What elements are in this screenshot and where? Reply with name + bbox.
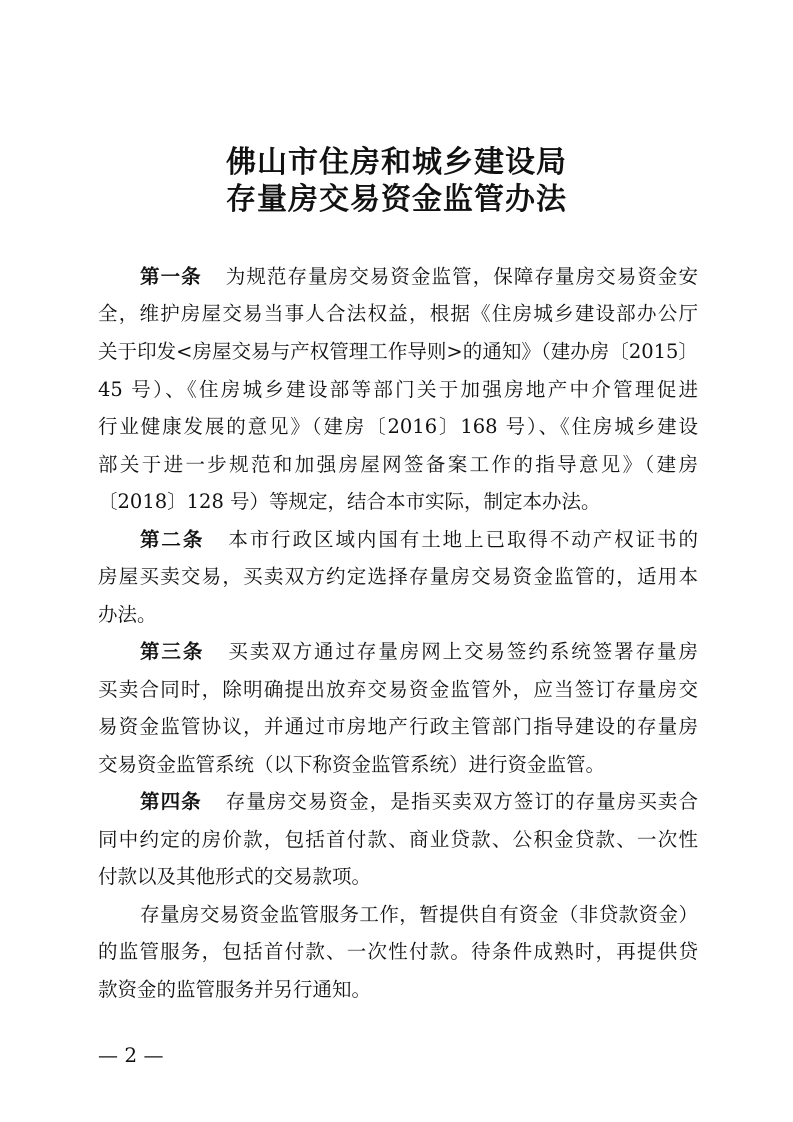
paragraph-line: 办法。 [98,603,157,626]
document-title-line1: 佛山市住房和城乡建设局 [226,145,567,180]
page-number: — 2 — [98,1043,164,1067]
paragraph-line: 第三条 买卖双方通过存量房网上交易签约系统签署存量房 [140,640,698,663]
article-heading: 第一条 [140,265,202,288]
paragraph-line: 付款以及其他形式的交易款项。 [98,865,372,888]
article-heading: 第二条 [140,528,205,551]
paragraph-line: 部关于进一步规范和加强房屋网签备案工作的指导意见》（建房 [98,453,698,476]
paragraph-line: 存量房交易资金监管服务工作，暂提供自有资金（非贷款资金） [140,903,698,926]
paragraph-line: 易资金监管协议，并通过市房地产行政主管部门指导建设的存量房 [98,715,698,738]
paragraph-line: 交易资金监管系统（以下称资金监管系统）进行资金监管。 [98,753,606,776]
paragraph-line: 行业健康发展的意见》（建房〔2016〕168 号）、《住房城乡建设 [98,415,698,438]
article-heading: 第三条 [140,640,205,663]
paragraph-line: 第一条 为规范存量房交易资金监管，保障存量房交易资金安 [140,265,698,288]
paragraph-line: 同中约定的房价款，包括首付款、商业贷款、公积金贷款、一次性 [98,828,698,851]
paragraph-line: 第二条 本市行政区域内国有土地上已取得不动产权证书的 [140,528,698,551]
paragraph-line: 全，维护房屋交易当事人合法权益，根据《住房城乡建设部办公厅 [98,302,698,325]
paragraph-line: 关于印发<房屋交易与产权管理工作导则>的通知》（建办房〔2015〕 [98,340,698,363]
paragraph-line: 〔2018〕128 号）等规定，结合本市实际，制定本办法。 [98,490,601,513]
paragraph-line: 的监管服务，包括首付款、一次性付款。待条件成熟时，再提供贷 [98,940,698,963]
paragraph-line: 第四条 存量房交易资金，是指买卖双方签订的存量房买卖合 [140,790,698,813]
paragraph-line: 款资金的监管服务并另行通知。 [98,978,372,1001]
paragraph-line: 45 号）、《住房城乡建设部等部门关于加强房地产中介管理促进 [98,378,698,401]
paragraph-line: 房屋买卖交易，买卖双方约定选择存量房交易资金监管的，适用本 [98,565,698,588]
article-heading: 第四条 [140,790,202,813]
document-title-line2: 存量房交易资金监管办法 [226,182,567,217]
paragraph-line: 买卖合同时，除明确提出放弃交易资金监管外，应当签订存量房交 [98,678,698,701]
